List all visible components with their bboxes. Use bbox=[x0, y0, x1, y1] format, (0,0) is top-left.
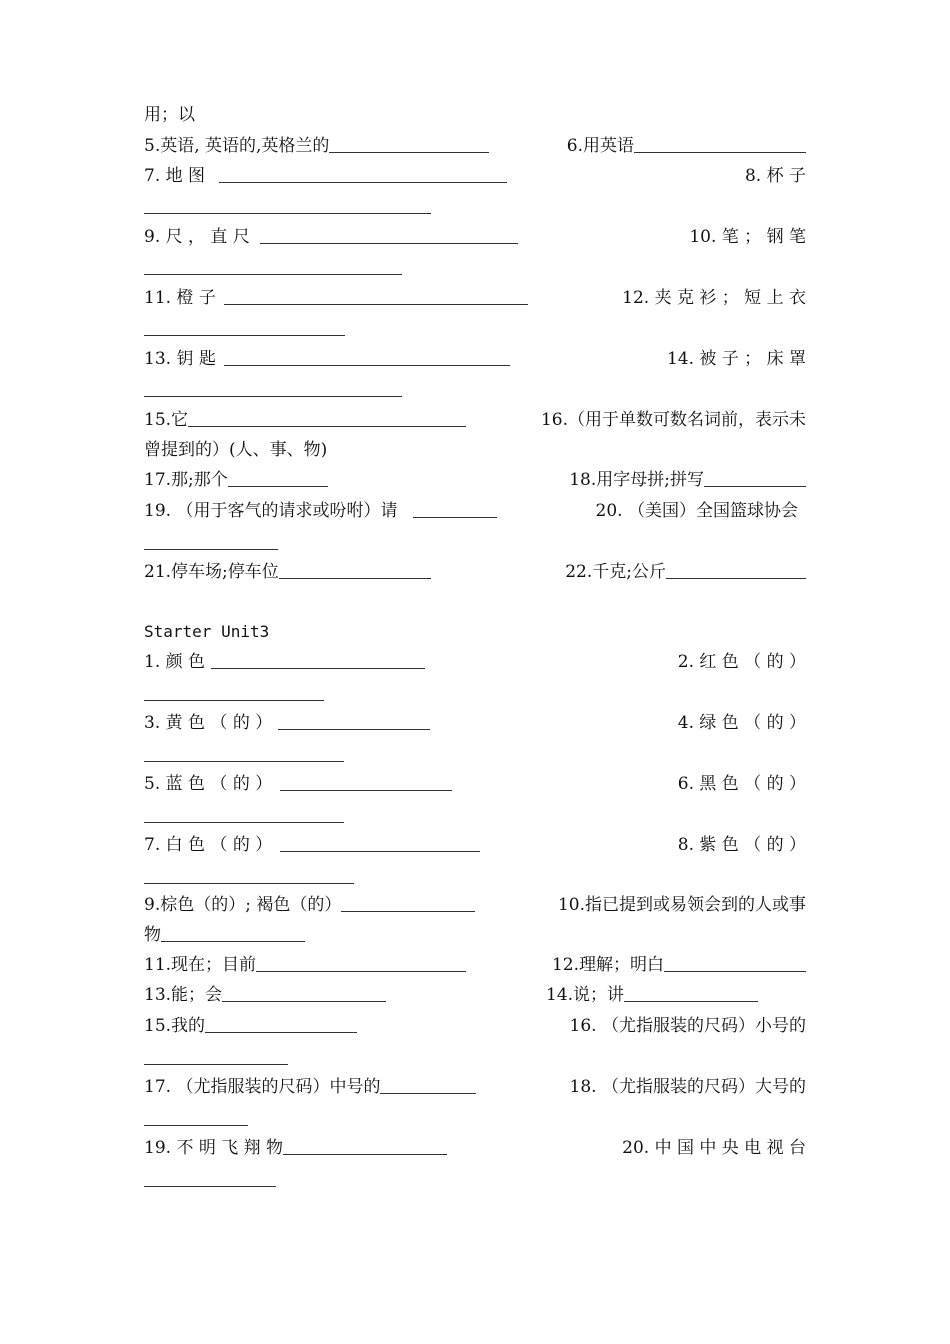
vocab-row bbox=[144, 344, 806, 374]
answer-blank[interactable] bbox=[144, 548, 278, 550]
vocab-row bbox=[144, 980, 806, 1010]
answer-blank[interactable] bbox=[144, 1124, 248, 1126]
section-heading bbox=[144, 617, 806, 647]
answer-blank[interactable] bbox=[144, 760, 344, 762]
answer-blank[interactable] bbox=[664, 953, 806, 972]
answer-blank[interactable] bbox=[634, 134, 806, 153]
vocab-row bbox=[144, 647, 806, 677]
answer-blank[interactable] bbox=[256, 953, 466, 972]
u3-item-10-label: 10.指已提到或易领会到的人或事 bbox=[557, 895, 806, 915]
u3-item-11-label: 11.现在；目前 bbox=[144, 955, 257, 975]
answer-blank[interactable] bbox=[144, 821, 344, 823]
answer-blank[interactable] bbox=[144, 212, 431, 214]
vocab-row bbox=[144, 161, 806, 191]
u3-item-10-label-cont: 物 bbox=[144, 925, 161, 945]
fragment-text: 用；以 bbox=[144, 105, 195, 125]
answer-blank[interactable] bbox=[144, 395, 402, 397]
item-5-label: 5.英语, 英语的,英格兰的 bbox=[144, 136, 330, 156]
answer-blank[interactable] bbox=[329, 134, 489, 153]
answer-blank[interactable] bbox=[283, 1136, 447, 1155]
item-14-label: 14. 被 子 ； 床 罩 bbox=[666, 349, 806, 369]
answer-blank[interactable] bbox=[380, 1075, 476, 1094]
u3-item-5-label: 5. 蓝 色 （ 的 ） bbox=[144, 774, 273, 794]
vocab-row bbox=[144, 283, 806, 313]
item-16-label: 16.（用于单数可数名词前，表示未 bbox=[540, 410, 806, 430]
vocab-row bbox=[144, 405, 806, 435]
vocab-row bbox=[144, 496, 806, 526]
vocab-row bbox=[144, 465, 806, 495]
answer-blank[interactable] bbox=[413, 499, 497, 518]
answer-blank[interactable] bbox=[280, 833, 480, 852]
u3-item-13-label: 13.能；会 bbox=[144, 985, 223, 1005]
item-11-label: 11. 橙 子 bbox=[144, 288, 216, 308]
vocab-row bbox=[144, 769, 806, 799]
vocab-row bbox=[144, 1133, 806, 1163]
answer-blank[interactable] bbox=[144, 1063, 288, 1065]
item-9-label: 9. 尺 ， 直 尺 bbox=[144, 227, 250, 247]
u3-item-4-label: 4. 绿 色 （ 的 ） bbox=[677, 713, 806, 733]
item-21-label: 21.停车场;停车位 bbox=[144, 562, 279, 582]
answer-blank[interactable] bbox=[260, 225, 518, 244]
answer-blank[interactable] bbox=[144, 334, 345, 336]
u3-item-9-label: 9.棕色（的）; 褐色（的） bbox=[144, 895, 342, 915]
answer-blank[interactable] bbox=[144, 699, 324, 701]
answer-blank[interactable] bbox=[666, 560, 806, 579]
u3-item-17-label: 17. （尤指服装的尺码）中号的 bbox=[144, 1077, 381, 1097]
vocab-row bbox=[144, 708, 806, 738]
answer-blank[interactable] bbox=[280, 772, 452, 791]
answer-blank[interactable] bbox=[144, 1185, 276, 1187]
u3-item-2-label: 2. 红 色 （ 的 ） bbox=[677, 652, 806, 672]
vocab-row bbox=[144, 1011, 806, 1041]
u3-item-14-label: 14.说；讲 bbox=[546, 985, 625, 1005]
answer-blank[interactable] bbox=[144, 882, 354, 884]
vocab-row-continued bbox=[144, 920, 806, 950]
vocab-row bbox=[144, 950, 806, 980]
item-20-label: 20. （美国）全国篮球协会 bbox=[595, 501, 798, 521]
u3-item-3-label: 3. 黄 色 （ 的 ） bbox=[144, 713, 273, 733]
item-18-label: 18.用字母拼;拼写 bbox=[569, 470, 704, 490]
item-16-label-cont: 曾提到的）(人、事、物) bbox=[144, 440, 328, 460]
vocab-row bbox=[144, 890, 806, 920]
item-12-label: 12. 夹 克 衫 ； 短 上 衣 bbox=[622, 288, 806, 308]
answer-blank[interactable] bbox=[224, 286, 528, 305]
fragment-line bbox=[144, 100, 806, 130]
item-13-label: 13. 钥 匙 bbox=[144, 349, 216, 369]
u3-item-1-label: 1. 颜 色 bbox=[144, 652, 206, 672]
u3-item-18-label: 18. （尤指服装的尺码）大号的 bbox=[569, 1077, 806, 1097]
answer-blank[interactable] bbox=[211, 650, 425, 669]
vocab-row bbox=[144, 131, 806, 161]
answer-blank[interactable] bbox=[144, 273, 402, 275]
u3-item-7-label: 7. 白 色 （ 的 ） bbox=[144, 835, 273, 855]
answer-blank[interactable] bbox=[188, 408, 466, 427]
u3-item-15-label: 15.我的 bbox=[144, 1016, 206, 1036]
answer-blank[interactable] bbox=[341, 893, 475, 912]
answer-blank[interactable] bbox=[624, 983, 758, 1002]
u3-item-12-label: 12.理解；明白 bbox=[551, 955, 664, 975]
answer-blank[interactable] bbox=[224, 347, 510, 366]
item-10-label: 10. 笔 ； 钢 笔 bbox=[689, 227, 806, 247]
item-8-label: 8. 杯 子 bbox=[744, 166, 806, 186]
vocab-row bbox=[144, 1072, 806, 1102]
item-17-label: 17.那;那个 bbox=[144, 470, 228, 490]
u3-item-6-label: 6. 黑 色 （ 的 ） bbox=[677, 774, 806, 794]
section-heading-text: Starter Unit3 bbox=[144, 622, 270, 641]
u3-item-8-label: 8. 紫 色 （ 的 ） bbox=[677, 835, 806, 855]
answer-blank[interactable] bbox=[279, 560, 431, 579]
item-6-label: 6.用英语 bbox=[566, 136, 634, 156]
item-15-label: 15.它 bbox=[144, 410, 189, 430]
vocab-row-continued bbox=[144, 435, 806, 465]
u3-item-19-label: 19. 不 明 飞 翔 物 bbox=[144, 1138, 284, 1158]
u3-item-16-label: 16. （尤指服装的尺码）小号的 bbox=[569, 1016, 806, 1036]
answer-blank[interactable] bbox=[205, 1014, 357, 1033]
vocab-row bbox=[144, 222, 806, 252]
answer-blank[interactable] bbox=[278, 711, 430, 730]
answer-blank[interactable] bbox=[704, 468, 806, 487]
vocab-row bbox=[144, 830, 806, 860]
vocab-row bbox=[144, 557, 806, 587]
item-22-label: 22.千克;公斤 bbox=[565, 562, 666, 582]
answer-blank[interactable] bbox=[228, 468, 328, 487]
item-7-label: 7. 地 图 bbox=[144, 166, 206, 186]
item-19-label: 19. （用于客气的请求或吩咐）请 bbox=[144, 501, 398, 521]
u3-item-20-label: 20. 中 国 中 央 电 视 台 bbox=[622, 1138, 806, 1158]
answer-blank[interactable] bbox=[219, 164, 507, 183]
answer-blank[interactable] bbox=[222, 983, 386, 1002]
answer-blank[interactable] bbox=[161, 923, 305, 942]
